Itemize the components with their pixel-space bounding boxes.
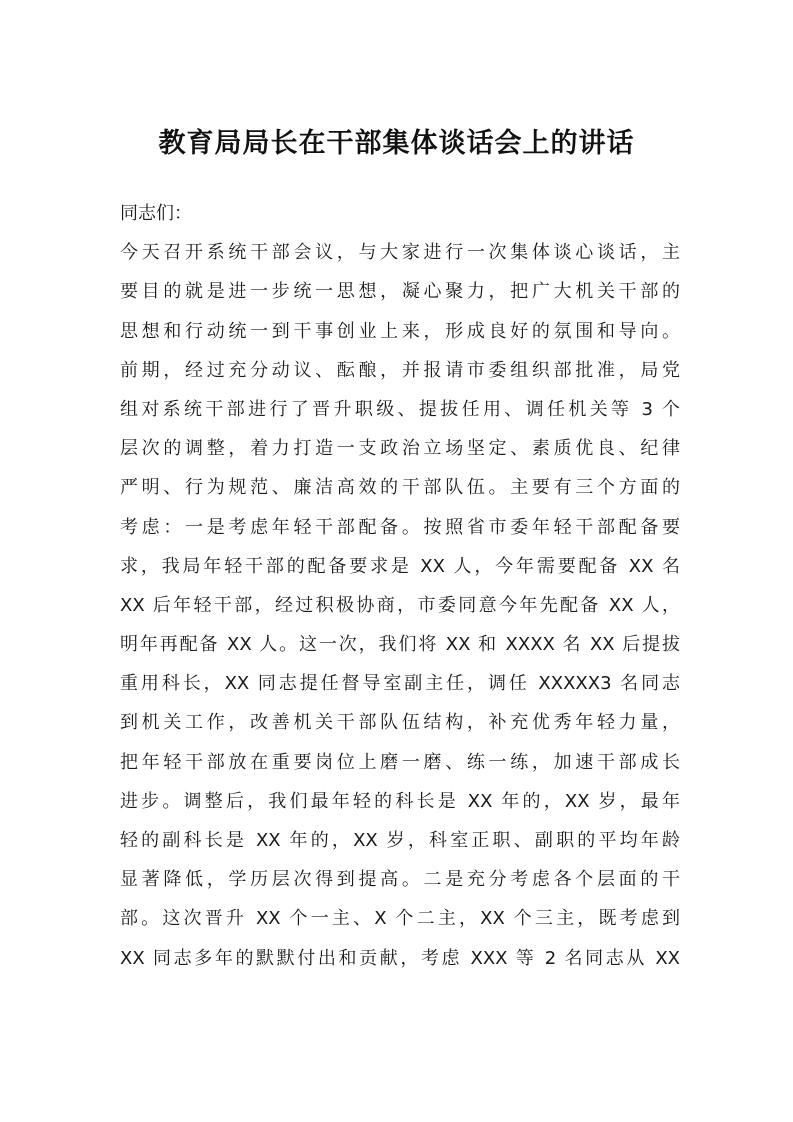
body-line: 明年再配备 XX 人。这一次，我们将 XX 和 XXXX 名 XX 后提拔 xyxy=(120,634,680,656)
document-body xyxy=(120,194,680,978)
body-line: 要目的就是进一步统一思想，凝心聚力，把广大机关干部的 xyxy=(120,281,680,303)
body-line: 严明、行为规范、廉洁高效的干部队伍。主要有三个方面的 xyxy=(120,477,680,499)
body-line: 轻的副科长是 XX 年的，XX 岁，科室正职、副职的平均年龄 xyxy=(120,830,680,851)
body-line: 思想和行动统一到干事创业上来，形成良好的氛围和导向。 xyxy=(120,320,680,342)
body-line: 前期，经过充分动议、酝酿，并报请市委组织部批准，局党 xyxy=(120,359,680,381)
body-line: 今天召开系统干部会议，与大家进行一次集体谈心谈话，主 xyxy=(120,242,680,264)
salutation-line: 同志们： xyxy=(120,203,192,224)
body-line: XX 同志多年的默默付出和贡献，考虑 XXX 等 2 名同志从 XX xyxy=(120,947,680,969)
body-line: XX 后年轻干部，经过积极协商，市委同意今年先配备 XX 人， xyxy=(120,594,680,616)
body-line: 求，我局年轻干部的配备要求是 XX 人，今年需要配备 XX 名 xyxy=(120,555,680,577)
body-line: 部。这次晋升 XX 个一主、X 个二主，XX 个三主，既考虑到 xyxy=(120,908,680,930)
body-line: 层次的调整，着力打造一支政治立场坚定、素质优良、纪律 xyxy=(120,438,680,460)
body-line: 到机关工作，改善机关干部队伍结构，补充优秀年轻力量， xyxy=(120,712,680,734)
document-title: 教育局局长在干部集体谈话会上的讲话 xyxy=(158,128,635,159)
body-line: 组对系统干部进行了晋升职级、提拔任用、调任机关等 3 个 xyxy=(120,398,680,420)
body-line: 显著降低，学历层次得到提高。二是充分考虑各个层面的干 xyxy=(120,869,680,891)
body-line: 考虑：一是考虑年轻干部配备。按照省市委年轻干部配备要 xyxy=(120,516,680,538)
body-line: 进步。调整后，我们最年轻的科长是 XX 年的，XX 岁，最年 xyxy=(120,790,680,812)
body-line: 重用科长，XX 同志提任督导室副主任，调任 XXXXX3 名同志 xyxy=(120,673,680,695)
body-line: 把年轻干部放在重要岗位上磨一磨、练一练，加速干部成长 xyxy=(120,751,680,773)
